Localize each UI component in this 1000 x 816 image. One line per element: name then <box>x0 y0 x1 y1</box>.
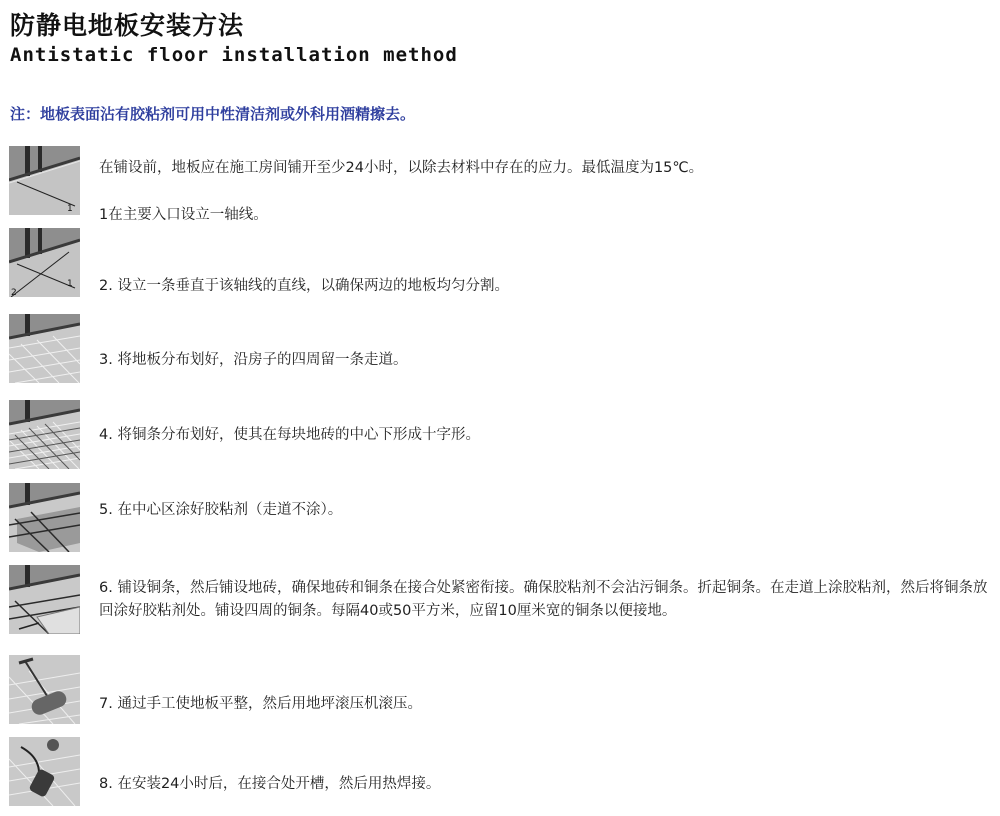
step8-text: 8. 在安装24小时后，在接合处开槽，然后用热焊接。 <box>99 776 441 792</box>
step6-text: 6. 铺设铜条，然后铺设地砖，确保地砖和铜条在接合处紧密衔接。确保胶粘剂不会沾污铜条。折起铜条。在走道上涂胶粘剂，然后将铜条放回涂好胶粘剂处。铺设四周的铜条。每隔40或50平方米，应留10厘米宽的铜条以便接地。 <box>99 580 988 619</box>
step5-text: 5. 在中心区涂好胶粘剂（走道不涂）。 <box>99 502 343 518</box>
tile-layout-illustration <box>9 314 80 383</box>
perpendicular-line-illustration <box>9 228 80 297</box>
adhesive-center-illustration <box>9 483 80 552</box>
step1-intro-text: 在铺设前，地板应在施工房间铺开至少24小时，以除去材料中存在的应力。最低温度为15℃。 <box>99 160 704 176</box>
step4-text: 4. 将铜条分布划好，使其在每块地砖的中心下形成十字形。 <box>99 427 480 443</box>
page-title-en: Antistatic floor installation method <box>10 44 458 66</box>
copper-strip-grid-illustration <box>9 400 80 469</box>
page-title-cn: 防静电地板安装方法 <box>10 11 245 40</box>
step3-text: 3. 将地板分布划好，沿房子的四周留一条走道。 <box>99 352 408 368</box>
roller-illustration <box>9 655 80 724</box>
axis-line-illustration <box>9 146 80 215</box>
heat-welding-illustration <box>9 737 80 806</box>
laying-strips-tiles-illustration <box>9 565 80 634</box>
cleaning-note: 注：地板表面沾有胶粘剂可用中性清洁剂或外科用酒精擦去。 <box>10 105 416 123</box>
step2-figure-label-2: 2 <box>11 288 17 297</box>
step1-text: 1在主要入口设立一轴线。 <box>99 207 268 223</box>
step2-text: 2. 设立一条垂直于该轴线的直线，以确保两边的地板均匀分割。 <box>99 278 509 294</box>
step7-text: 7. 通过手工使地板平整，然后用地坪滚压机滚压。 <box>99 696 422 712</box>
step1-figure-label: 1 <box>67 204 73 214</box>
step2-figure-label-1: 1 <box>67 279 73 289</box>
